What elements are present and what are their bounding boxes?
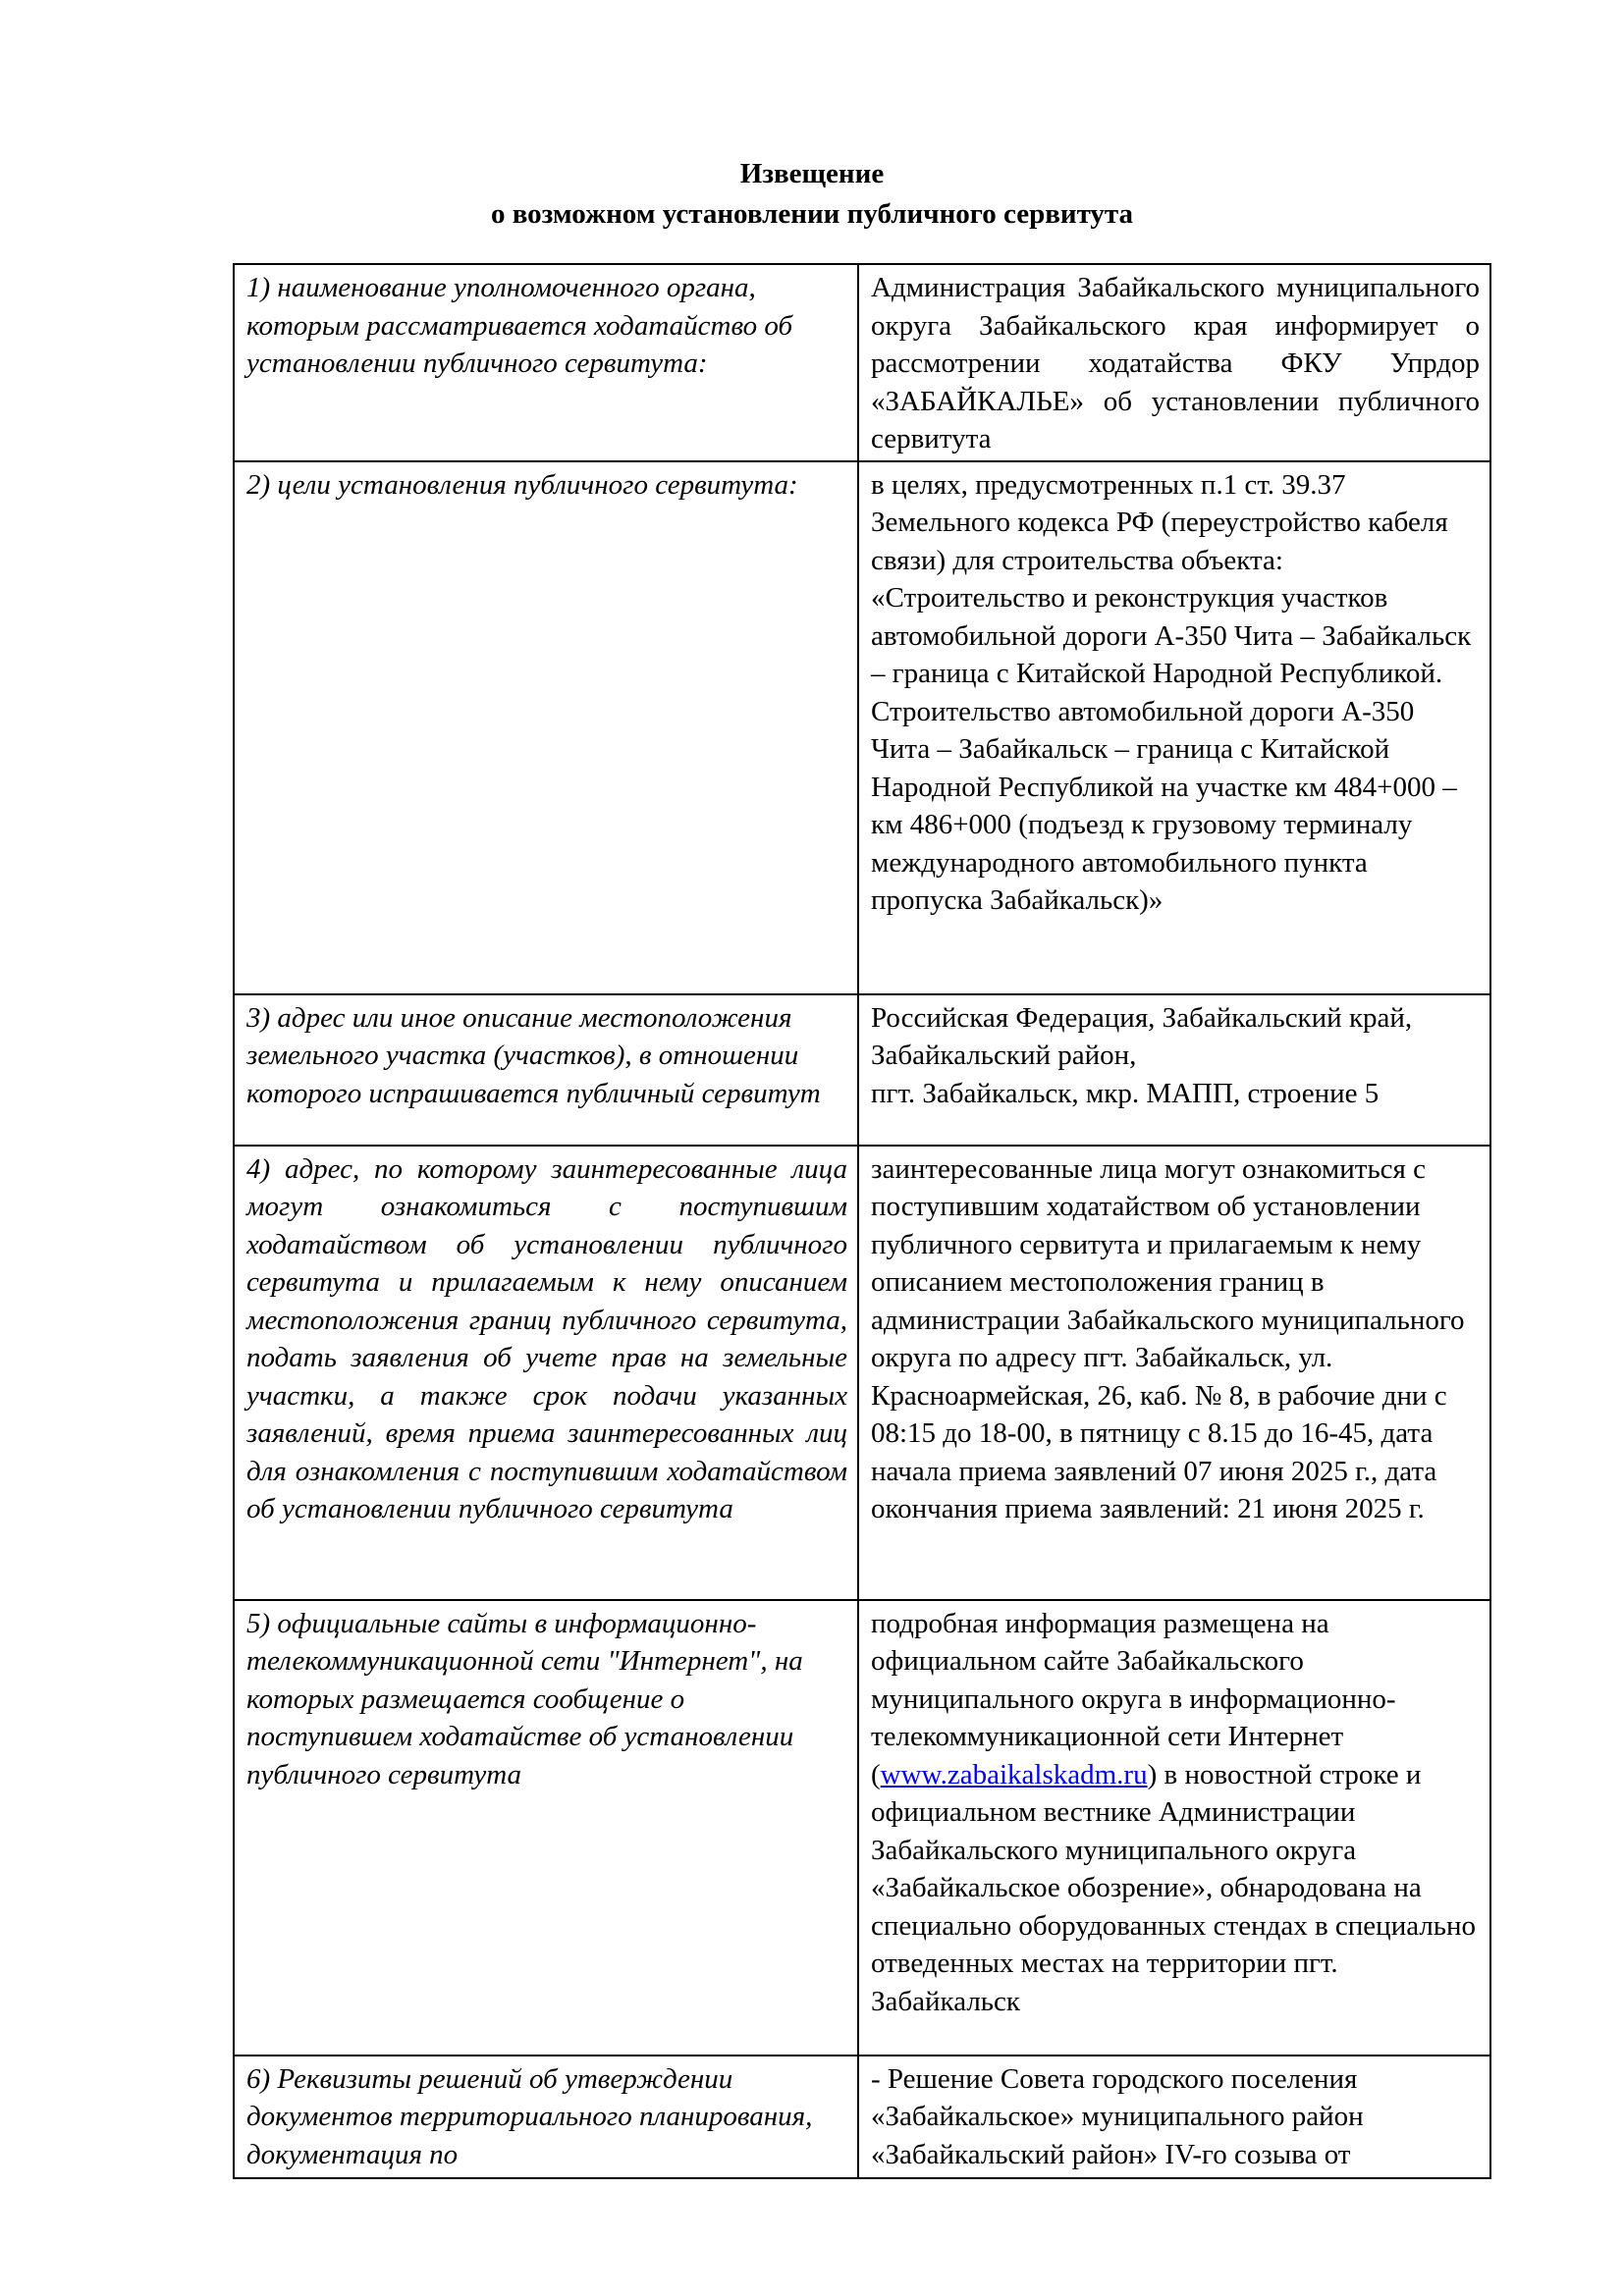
row-3-value-line-2: пгт. Забайкальск, мкр. МАПП, строение 5 xyxy=(871,1077,1380,1109)
table-row-purpose xyxy=(234,461,1490,994)
table-row-location xyxy=(234,994,1490,1146)
table-row-review-address xyxy=(234,1146,1490,1600)
document-title: Извещение xyxy=(739,158,885,189)
row-4-value: заинтересованные лица могут ознакомиться с поступившим ходатайством об установлении публичного сервитута и прилагаемым к нему описанием местоположения границ в администрации Забайкальского муниципального округа по адресу пгт. Забайкальск, ул. Красноармейская, 26, каб. № 8, в рабочие дни с 08:15 до 18-00, в пятницу с 8.15 до 16-45, дата начала приема заявлений 07 июня 2025 г., дата окончания приема заявлений: 21 июня 2025 г. xyxy=(858,1146,1490,1600)
table-row-websites xyxy=(234,1600,1490,2056)
row-5-value-text-before: подробная информация размещена на официальном сайте Забайкальского муниципального округа в информационно-телекоммуникационной сети Интернет ( xyxy=(871,1607,1396,1790)
notice-table xyxy=(233,263,1491,2179)
row-6-label: 6) Реквизиты решений об утверждении документов территориального планирования, документация по xyxy=(234,2056,858,2178)
row-5-value xyxy=(858,1600,1490,2056)
row-4-label: 4) адрес, по которому заинтересованные лица могут ознакомиться с поступившим ходатайством об установлении публичного сервитута и прилагаемым к нему описанием местоположения границ публичного сервитута, подать заявления об учете прав на земельные участки, а также срок подачи указанных заявлений, время приема заинтересованных лиц для ознакомления с поступившим ходатайством об установлении публичного сервитута xyxy=(234,1146,858,1600)
table-row-planning-decisions xyxy=(234,2056,1490,2178)
row-3-value xyxy=(858,994,1490,1146)
document-subtitle: о возможном установлении публичного сервитута xyxy=(490,198,1134,230)
row-1-value: Администрация Забайкальского муниципального округа Забайкальского края информирует о рассмотрении ходатайства ФКУ Упрдор «ЗАБАЙКАЛЬЕ» об установлении публичного сервитута xyxy=(858,264,1490,461)
row-5-value-text-after: ) в новостной строке и официальном вестнике Администрации Забайкальского муниципального округа «Забайкальское обозрение», обнародована на специально оборудованных стендах в специально отведенных местах на территории пгт. Забайкальск xyxy=(871,1758,1477,2017)
row-3-value-line-1: Российская Федерация, Забайкальский край, Забайкальский район, xyxy=(871,1001,1413,1071)
row-6-value: - Решение Совета городского поселения «Забайкальское» муниципального район «Забайкальский район» IV-го созыва от xyxy=(858,2056,1490,2178)
row-1-label: 1) наименование уполномоченного органа, которым рассматривается ходатайство об установлении публичного сервитута: xyxy=(234,264,858,461)
website-link[interactable]: www.zabaikalskadm.ru xyxy=(880,1758,1148,1790)
row-2-value: в целях, предусмотренных п.1 ст. 39.37 Земельного кодекса РФ (переустройство кабеля связи) для строительства объекта: «Строительство и реконструкция участков автомобильной дороги А-350 Чита – Забайкальск – граница с Китайской Народной Республикой. Строительство автомобильной дороги А-350 Чита – Забайкальск – граница с Китайской Народной Республикой на участке км 484+000 – км 486+000 (подъезд к грузовому терминалу международного автомобильного пункта пропуска Забайкальск)» xyxy=(858,461,1490,994)
row-2-label: 2) цели установления публичного сервитута: xyxy=(234,461,858,994)
row-5-label: 5) официальные сайты в информационно-телекоммуникационной сети "Интернет", на которых размещается сообщение о поступившем ходатайстве об установлении публичного сервитута xyxy=(234,1600,858,2056)
row-3-label: 3) адрес или иное описание местоположения земельного участка (участков), в отношении которого испрашивается публичный сервитут xyxy=(234,994,858,1146)
table-row-authority xyxy=(234,264,1490,461)
